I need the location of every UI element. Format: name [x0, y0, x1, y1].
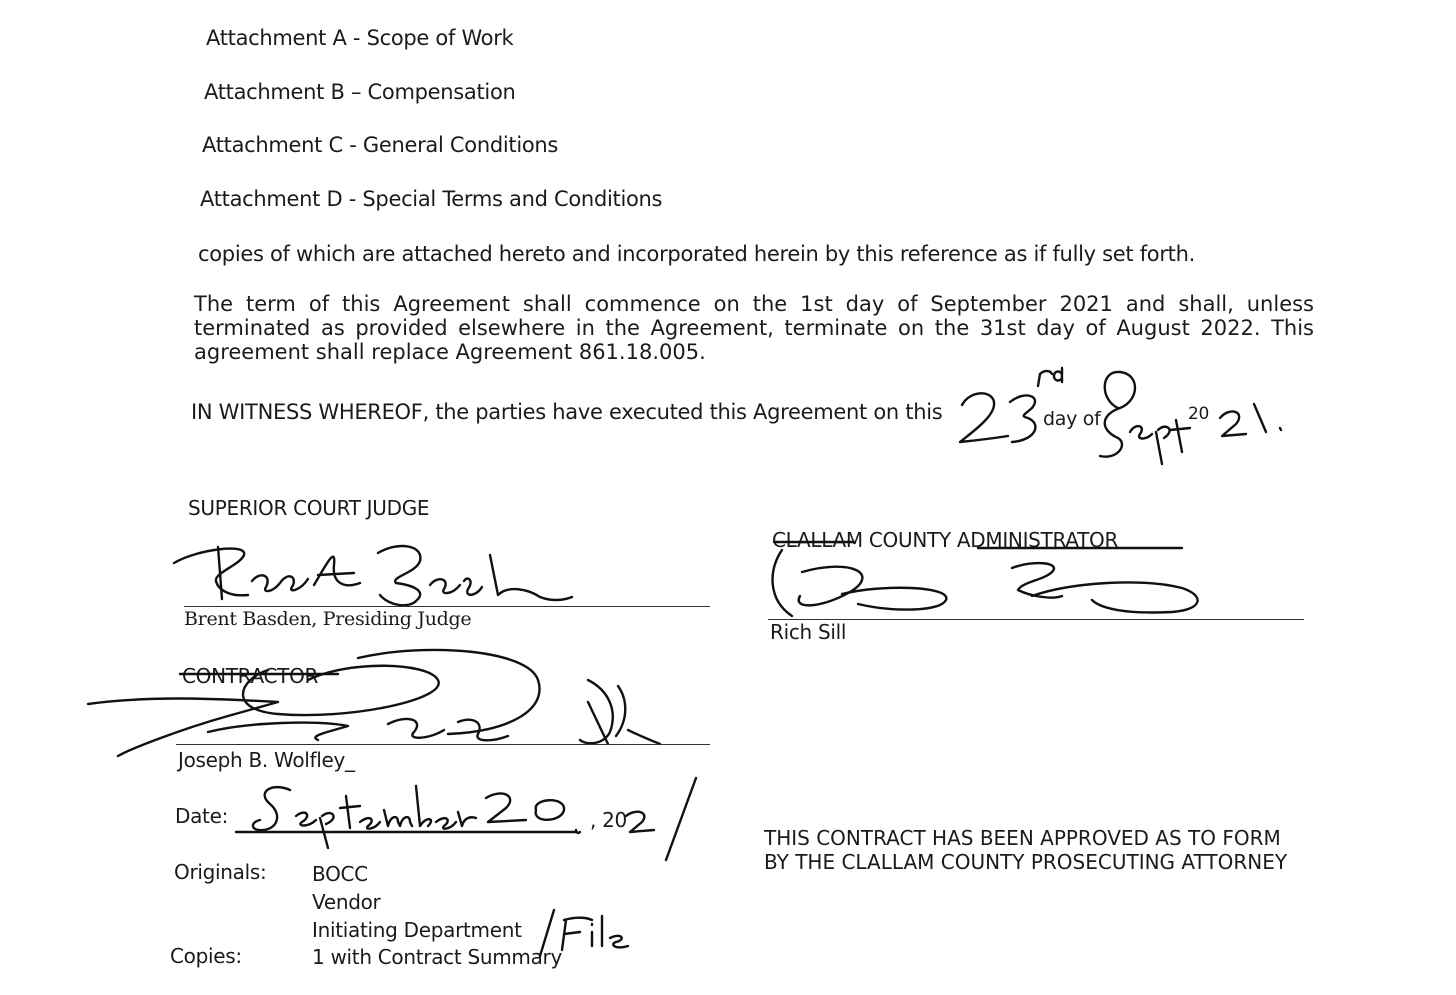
contractor-date-label: Date: — [175, 804, 229, 828]
incorporation-paragraph: copies of which are attached hereto and incorporated herein by this reference as if fully set forth. — [198, 242, 1196, 266]
original-recipient: Initiating Department — [312, 918, 522, 942]
originals-label: Originals: — [174, 860, 267, 884]
attachment-a: Attachment A - Scope of Work — [206, 26, 514, 50]
contractor-date-year-prefix: , 20 — [590, 808, 627, 832]
attachment-b: Attachment B – Compensation — [204, 80, 516, 104]
attachment-c: Attachment C - General Conditions — [202, 133, 559, 157]
administrator-heading: CLALLAM COUNTY ADMINISTRATOR — [772, 528, 1119, 552]
judge-heading: SUPERIOR COURT JUDGE — [188, 496, 430, 520]
copies-label: Copies: — [170, 944, 242, 968]
administrator-signature-line — [768, 619, 1304, 620]
term-paragraph: The term of this Agreement shall commence on the 1st day of September 2021 and shall, unless terminated as provided elsewhere in the Agreement, terminate on the 31st day of August 2022. This agreement shall replace Agreement 861.18.005. — [194, 292, 1314, 364]
judge-signature-line — [184, 606, 710, 607]
contractor-signature — [88, 640, 668, 770]
contractor-heading: CONTRACTOR — [182, 664, 319, 688]
contractor-name: Joseph B. Wolfley_ — [178, 748, 355, 772]
attachment-d: Attachment D - Special Terms and Conditions — [200, 187, 663, 211]
contractor-signature-line — [176, 744, 710, 745]
approval-note: THIS CONTRACT HAS BEEN APPROVED AS TO FORM BY THE CLALLAM COUNTY PROSECUTING ATTORNEY — [764, 826, 1288, 874]
copies-value: 1 with Contract Summary — [312, 945, 563, 969]
administrator-signature — [762, 530, 1222, 620]
judge-signature — [168, 535, 588, 615]
witness-year-prefix: 20 — [1188, 404, 1210, 424]
witness-handwritten-date — [950, 360, 1290, 470]
administrator-name: Rich Sill — [770, 620, 847, 644]
original-recipient: Vendor — [312, 890, 381, 914]
contractor-handwritten-date — [236, 776, 706, 862]
witness-day-label: day of — [1043, 408, 1101, 430]
original-recipient: BOCC — [312, 862, 368, 886]
judge-name: Brent Basden, Presiding Judge — [184, 608, 472, 630]
witness-text: IN WITNESS WHEREOF, the parties have executed this Agreement on this — [191, 400, 943, 424]
